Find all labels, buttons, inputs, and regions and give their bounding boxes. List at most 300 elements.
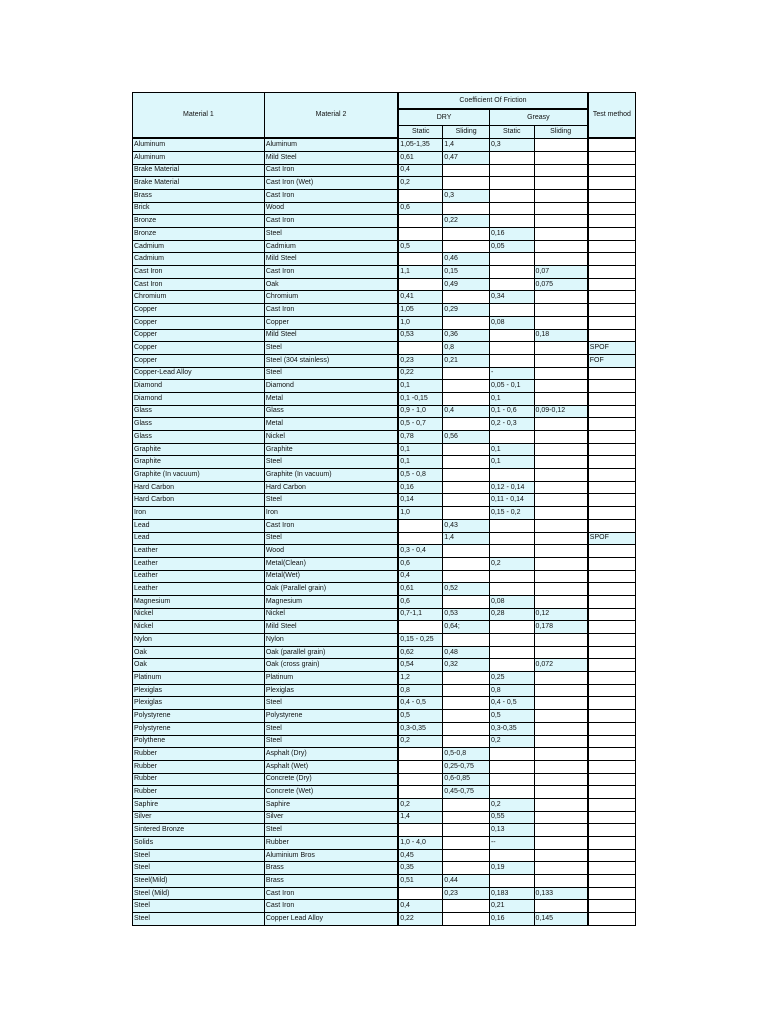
table-row <box>133 151 636 164</box>
header-row-1 <box>133 93 636 110</box>
cell-greasy-sliding <box>534 697 588 710</box>
cell-greasy-static <box>489 342 534 355</box>
cell-material-2: Oak (parallel grain) <box>264 646 398 659</box>
cell-dry-static: 0,2 <box>398 735 443 748</box>
cell-greasy-sliding <box>534 735 588 748</box>
cell-dry-static: 0,3-0,35 <box>398 722 443 735</box>
cell-greasy-sliding <box>534 304 588 317</box>
cell-greasy-static: 0,1 <box>489 443 534 456</box>
cell-material-1: Plexiglas <box>133 684 265 697</box>
cell-greasy-static: 0,5 <box>489 710 534 723</box>
cell-dry-static: 0,4 <box>398 164 443 177</box>
cell-dry-sliding <box>443 634 490 647</box>
cell-test-method <box>588 443 636 456</box>
table-row <box>133 266 636 279</box>
cell-material-1: Solids <box>133 837 265 850</box>
cell-material-1: Copper <box>133 329 265 342</box>
cell-dry-sliding: 0,49 <box>443 278 490 291</box>
cell-material-1: Copper <box>133 342 265 355</box>
cell-material-1: Graphite (In vacuum) <box>133 469 265 482</box>
cell-greasy-sliding <box>534 786 588 799</box>
cell-dry-static <box>398 621 443 634</box>
cell-material-2: Aluminium Bros <box>264 849 398 862</box>
cell-material-1: Steel <box>133 900 265 913</box>
cell-dry-sliding <box>443 456 490 469</box>
friction-table <box>132 92 636 926</box>
cell-test-method <box>588 722 636 735</box>
header-dry-static: Static <box>398 126 443 139</box>
cell-greasy-sliding: 0,133 <box>534 887 588 900</box>
table-row <box>133 583 636 596</box>
cell-dry-sliding <box>443 380 490 393</box>
cell-dry-static <box>398 824 443 837</box>
cell-dry-sliding: 0,4 <box>443 405 490 418</box>
cell-greasy-sliding: 0,09-0,12 <box>534 405 588 418</box>
cell-material-1: Graphite <box>133 456 265 469</box>
cell-dry-static <box>398 887 443 900</box>
cell-material-2: Mild Steel <box>264 329 398 342</box>
cell-dry-static: 0,4 - 0,5 <box>398 697 443 710</box>
table-row <box>133 342 636 355</box>
friction-table-container <box>132 92 636 926</box>
cell-test-method <box>588 215 636 228</box>
table-row <box>133 887 636 900</box>
cell-material-1: Leather <box>133 557 265 570</box>
cell-dry-sliding: 0,3 <box>443 189 490 202</box>
cell-dry-static: 1,05-1,35 <box>398 138 443 151</box>
cell-dry-sliding: 0,47 <box>443 151 490 164</box>
header-dry: DRY <box>398 109 489 126</box>
cell-material-1: Bronze <box>133 215 265 228</box>
cell-material-2: Polystyrene <box>264 710 398 723</box>
cell-greasy-sliding <box>534 672 588 685</box>
table-row <box>133 570 636 583</box>
cell-dry-static <box>398 519 443 532</box>
cell-dry-static <box>398 228 443 241</box>
cell-material-1: Copper <box>133 304 265 317</box>
cell-material-2: Oak (Parallel grain) <box>264 583 398 596</box>
table-row <box>133 380 636 393</box>
cell-dry-sliding: 0,5-0,8 <box>443 748 490 761</box>
cell-material-1: Diamond <box>133 380 265 393</box>
cell-test-method <box>588 862 636 875</box>
cell-greasy-sliding <box>534 900 588 913</box>
cell-test-method <box>588 697 636 710</box>
table-row <box>133 177 636 190</box>
cell-greasy-static <box>489 659 534 672</box>
cell-material-2: Mild Steel <box>264 621 398 634</box>
cell-material-1: Cast Iron <box>133 266 265 279</box>
cell-material-2: Cast Iron <box>264 215 398 228</box>
cell-dry-static: 0,5 <box>398 240 443 253</box>
cell-dry-static: 0,22 <box>398 913 443 926</box>
cell-greasy-sliding <box>534 545 588 558</box>
cell-test-method <box>588 824 636 837</box>
cell-greasy-sliding <box>534 202 588 215</box>
cell-greasy-static: 0,19 <box>489 862 534 875</box>
cell-test-method <box>588 228 636 241</box>
table-row <box>133 469 636 482</box>
cell-material-1: Copper <box>133 354 265 367</box>
cell-material-2: Metal(Clean) <box>264 557 398 570</box>
cell-material-1: Rubber <box>133 748 265 761</box>
cell-dry-static: 0,9 - 1,0 <box>398 405 443 418</box>
cell-material-2: Aluminum <box>264 138 398 151</box>
cell-material-2: Platinum <box>264 672 398 685</box>
cell-material-2: Cast Iron <box>264 900 398 913</box>
table-row <box>133 316 636 329</box>
cell-test-method: FOF <box>588 354 636 367</box>
cell-material-1: Brake Material <box>133 177 265 190</box>
cell-test-method <box>588 380 636 393</box>
table-row <box>133 595 636 608</box>
table-row <box>133 228 636 241</box>
table-row <box>133 481 636 494</box>
cell-test-method <box>588 253 636 266</box>
cell-test-method <box>588 583 636 596</box>
cell-material-1: Glass <box>133 431 265 444</box>
cell-greasy-static: 0,08 <box>489 595 534 608</box>
table-row <box>133 837 636 850</box>
cell-test-method <box>588 595 636 608</box>
cell-material-2: Nickel <box>264 431 398 444</box>
cell-test-method <box>588 684 636 697</box>
cell-test-method <box>588 634 636 647</box>
cell-material-1: Saphire <box>133 798 265 811</box>
cell-material-2: Steel <box>264 824 398 837</box>
cell-dry-static: 0,1 -0,15 <box>398 392 443 405</box>
cell-material-2: Oak (cross grain) <box>264 659 398 672</box>
table-row <box>133 786 636 799</box>
table-row <box>133 697 636 710</box>
cell-material-1: Cast Iron <box>133 278 265 291</box>
cell-greasy-sliding <box>534 773 588 786</box>
cell-greasy-static: 0,3 <box>489 138 534 151</box>
cell-material-2: Concrete (Dry) <box>264 773 398 786</box>
cell-material-2: Iron <box>264 507 398 520</box>
table-row <box>133 798 636 811</box>
cell-dry-sliding <box>443 367 490 380</box>
cell-material-2: Graphite (In vacuum) <box>264 469 398 482</box>
cell-material-2: Concrete (Wet) <box>264 786 398 799</box>
table-row <box>133 240 636 253</box>
cell-material-2: Steel <box>264 228 398 241</box>
cell-material-2: Steel <box>264 367 398 380</box>
table-row <box>133 392 636 405</box>
cell-dry-static: 0,2 <box>398 798 443 811</box>
cell-greasy-sliding <box>534 380 588 393</box>
cell-dry-static: 1,1 <box>398 266 443 279</box>
cell-greasy-static: 0,1 <box>489 392 534 405</box>
cell-material-1: Brake Material <box>133 164 265 177</box>
cell-test-method <box>588 329 636 342</box>
header-greasy: Greasy <box>489 109 587 126</box>
cell-material-2: Cast Iron <box>264 266 398 279</box>
cell-dry-static <box>398 342 443 355</box>
cell-material-1: Leather <box>133 570 265 583</box>
header-test-method: Test method <box>588 93 636 139</box>
cell-material-2: Cadmium <box>264 240 398 253</box>
cell-material-2: Steel <box>264 494 398 507</box>
cell-dry-sliding <box>443 913 490 926</box>
cell-greasy-static: 0,05 - 0,1 <box>489 380 534 393</box>
cell-test-method <box>588 608 636 621</box>
cell-dry-static: 0,2 <box>398 177 443 190</box>
cell-greasy-sliding <box>534 570 588 583</box>
cell-material-1: Rubber <box>133 773 265 786</box>
cell-dry-sliding <box>443 900 490 913</box>
cell-dry-sliding: 0,53 <box>443 608 490 621</box>
cell-greasy-static: 0,3-0,35 <box>489 722 534 735</box>
cell-material-1: Polythene <box>133 735 265 748</box>
table-row <box>133 278 636 291</box>
cell-material-2: Steel <box>264 735 398 748</box>
cell-greasy-static <box>489 532 534 545</box>
table-row <box>133 672 636 685</box>
cell-greasy-static <box>489 278 534 291</box>
cell-material-1: Oak <box>133 659 265 672</box>
cell-material-1: Chromium <box>133 291 265 304</box>
cell-greasy-sliding <box>534 469 588 482</box>
cell-dry-static: 0,4 <box>398 900 443 913</box>
table-row <box>133 862 636 875</box>
cell-dry-static: 0,54 <box>398 659 443 672</box>
cell-greasy-sliding <box>534 138 588 151</box>
cell-material-1: Polystyrene <box>133 722 265 735</box>
cell-greasy-static <box>489 151 534 164</box>
cell-greasy-sliding <box>534 557 588 570</box>
cell-greasy-static <box>489 164 534 177</box>
cell-test-method: SPOF <box>588 342 636 355</box>
cell-dry-static: 0,1 <box>398 443 443 456</box>
cell-dry-sliding <box>443 291 490 304</box>
table-row <box>133 138 636 151</box>
cell-material-1: Nickel <box>133 608 265 621</box>
cell-material-1: Steel(Mild) <box>133 875 265 888</box>
cell-greasy-static: 0,2 <box>489 798 534 811</box>
cell-greasy-sliding <box>534 875 588 888</box>
cell-test-method <box>588 418 636 431</box>
cell-dry-sliding <box>443 570 490 583</box>
cell-dry-sliding: 0,6-0,85 <box>443 773 490 786</box>
cell-test-method <box>588 507 636 520</box>
cell-greasy-sliding <box>534 164 588 177</box>
cell-test-method <box>588 367 636 380</box>
cell-dry-static: 1,2 <box>398 672 443 685</box>
cell-test-method <box>588 748 636 761</box>
cell-greasy-static: 0,21 <box>489 900 534 913</box>
cell-test-method <box>588 710 636 723</box>
cell-greasy-sliding <box>534 291 588 304</box>
cell-greasy-sliding <box>534 748 588 761</box>
table-row <box>133 291 636 304</box>
cell-material-1: Nylon <box>133 634 265 647</box>
cell-greasy-static <box>489 773 534 786</box>
cell-dry-sliding: 0,32 <box>443 659 490 672</box>
cell-dry-sliding <box>443 672 490 685</box>
table-row <box>133 773 636 786</box>
cell-test-method <box>588 266 636 279</box>
cell-material-2: Brass <box>264 862 398 875</box>
cell-material-2: Plexiglas <box>264 684 398 697</box>
cell-greasy-static <box>489 469 534 482</box>
cell-material-2: Silver <box>264 811 398 824</box>
cell-greasy-static <box>489 329 534 342</box>
cell-dry-sliding <box>443 177 490 190</box>
cell-material-1: Copper-Lead Alloy <box>133 367 265 380</box>
table-row <box>133 875 636 888</box>
cell-greasy-sliding <box>534 837 588 850</box>
cell-greasy-sliding <box>534 583 588 596</box>
cell-material-2: Cast Iron <box>264 164 398 177</box>
cell-test-method <box>588 177 636 190</box>
table-row <box>133 913 636 926</box>
cell-test-method <box>588 291 636 304</box>
cell-material-2: Copper Lead Alloy <box>264 913 398 926</box>
cell-greasy-sliding <box>534 811 588 824</box>
cell-greasy-sliding <box>534 849 588 862</box>
cell-dry-sliding <box>443 545 490 558</box>
table-body <box>133 138 636 925</box>
table-row <box>133 684 636 697</box>
cell-material-2: Mild Steel <box>264 253 398 266</box>
cell-greasy-sliding: 0,145 <box>534 913 588 926</box>
cell-dry-static: 1,05 <box>398 304 443 317</box>
cell-material-2: Magnesium <box>264 595 398 608</box>
cell-material-1: Glass <box>133 418 265 431</box>
cell-material-1: Lead <box>133 532 265 545</box>
cell-dry-static: 0,5 <box>398 710 443 723</box>
cell-dry-static: 1,0 <box>398 316 443 329</box>
table-row <box>133 621 636 634</box>
cell-test-method <box>588 202 636 215</box>
cell-greasy-sliding <box>534 481 588 494</box>
cell-greasy-static: 0,28 <box>489 608 534 621</box>
cell-greasy-static <box>489 304 534 317</box>
cell-dry-sliding: 0,8 <box>443 342 490 355</box>
cell-greasy-static <box>489 875 534 888</box>
cell-greasy-static: 0,08 <box>489 316 534 329</box>
cell-greasy-sliding <box>534 684 588 697</box>
cell-greasy-sliding <box>534 634 588 647</box>
cell-material-2: Metal <box>264 392 398 405</box>
header-material-2: Material 2 <box>264 93 398 139</box>
cell-dry-static: 0,5 - 0,7 <box>398 418 443 431</box>
cell-material-2: Steel <box>264 697 398 710</box>
cell-test-method <box>588 189 636 202</box>
table-row <box>133 494 636 507</box>
cell-dry-static <box>398 748 443 761</box>
table-row <box>133 646 636 659</box>
cell-dry-static: 1,4 <box>398 811 443 824</box>
cell-material-1: Steel <box>133 849 265 862</box>
cell-test-method: SPOF <box>588 532 636 545</box>
cell-dry-sliding <box>443 735 490 748</box>
table-row <box>133 532 636 545</box>
cell-dry-sliding: 0,46 <box>443 253 490 266</box>
cell-material-2: Metal <box>264 418 398 431</box>
cell-dry-static: 0,6 <box>398 557 443 570</box>
cell-dry-sliding: 1,4 <box>443 532 490 545</box>
cell-greasy-sliding <box>534 151 588 164</box>
table-row <box>133 329 636 342</box>
cell-dry-sliding <box>443 798 490 811</box>
cell-greasy-sliding <box>534 456 588 469</box>
cell-dry-static: 0,6 <box>398 595 443 608</box>
cell-test-method <box>588 164 636 177</box>
cell-greasy-sliding <box>534 862 588 875</box>
cell-dry-sliding <box>443 862 490 875</box>
cell-material-1: Cadmium <box>133 240 265 253</box>
cell-dry-sliding: 0,52 <box>443 583 490 596</box>
cell-test-method <box>588 811 636 824</box>
cell-dry-static <box>398 189 443 202</box>
cell-material-1: Hard Carbon <box>133 494 265 507</box>
table-row <box>133 519 636 532</box>
cell-dry-sliding <box>443 595 490 608</box>
cell-material-1: Sintered Bronze <box>133 824 265 837</box>
cell-greasy-static <box>489 202 534 215</box>
cell-dry-static: 0,14 <box>398 494 443 507</box>
cell-greasy-static: 0,25 <box>489 672 534 685</box>
cell-dry-sliding: 0,48 <box>443 646 490 659</box>
cell-greasy-static <box>489 545 534 558</box>
cell-dry-sliding <box>443 710 490 723</box>
cell-material-1: Hard Carbon <box>133 481 265 494</box>
table-row <box>133 811 636 824</box>
cell-test-method <box>588 431 636 444</box>
table-row <box>133 545 636 558</box>
cell-dry-sliding <box>443 481 490 494</box>
cell-dry-sliding <box>443 202 490 215</box>
cell-material-2: Cast Iron <box>264 304 398 317</box>
table-row <box>133 304 636 317</box>
table-row <box>133 202 636 215</box>
cell-material-2: Steel (304 stainless) <box>264 354 398 367</box>
table-row <box>133 418 636 431</box>
cell-material-2: Hard Carbon <box>264 481 398 494</box>
cell-dry-static: 0,61 <box>398 583 443 596</box>
cell-material-2: Steel <box>264 456 398 469</box>
table-header <box>133 93 636 139</box>
cell-greasy-static <box>489 215 534 228</box>
table-row <box>133 634 636 647</box>
cell-greasy-static <box>489 266 534 279</box>
cell-dry-static <box>398 786 443 799</box>
cell-greasy-sliding <box>534 710 588 723</box>
cell-greasy-sliding <box>534 316 588 329</box>
cell-greasy-sliding <box>534 760 588 773</box>
cell-dry-static: 0,35 <box>398 862 443 875</box>
table-row <box>133 164 636 177</box>
cell-greasy-static <box>489 354 534 367</box>
cell-dry-static <box>398 532 443 545</box>
cell-material-2: Diamond <box>264 380 398 393</box>
cell-dry-static: 1,0 - 4,0 <box>398 837 443 850</box>
cell-dry-sliding <box>443 837 490 850</box>
cell-dry-static: 0,78 <box>398 431 443 444</box>
table-row <box>133 431 636 444</box>
cell-dry-static: 0,7-1,1 <box>398 608 443 621</box>
cell-test-method <box>588 760 636 773</box>
cell-dry-sliding <box>443 240 490 253</box>
cell-dry-sliding <box>443 507 490 520</box>
table-row <box>133 367 636 380</box>
cell-material-1: Polystyrene <box>133 710 265 723</box>
cell-test-method <box>588 570 636 583</box>
cell-dry-sliding <box>443 697 490 710</box>
cell-material-2: Graphite <box>264 443 398 456</box>
